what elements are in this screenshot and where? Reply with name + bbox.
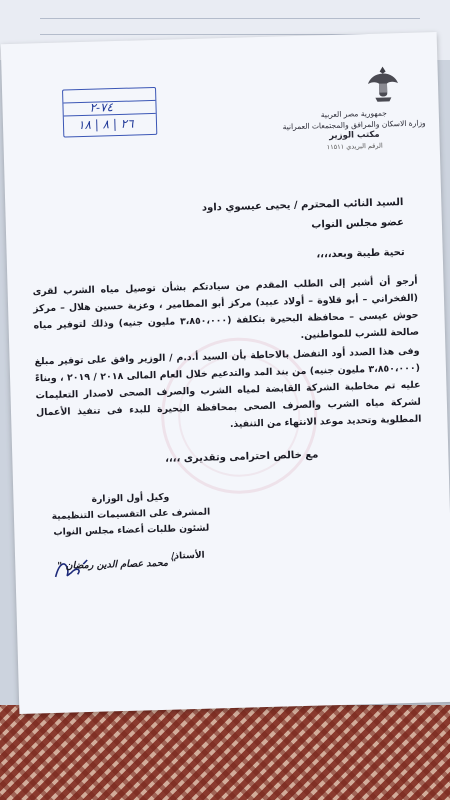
recipient-name: السيد النائب المحترم / يحيى عيسوي داود	[201, 197, 404, 214]
closing-line: مع خالص احترامى وتقديرى ،،،،	[164, 449, 319, 465]
recipient-title: عضو مجلس النواب	[311, 217, 405, 231]
letterhead	[279, 106, 430, 154]
signatory-title-1: وكيل أول الوزارة	[91, 491, 170, 505]
signatory-prefix: الأستاذ/	[170, 550, 205, 562]
signature-block	[35, 488, 226, 541]
letterhead-office: مكتب الوزير	[329, 129, 380, 142]
greeting: تحية طيبة وبعد،،،،	[316, 247, 405, 261]
signatory-title-2: المشرف على التقسيمات التنظيمية	[51, 506, 211, 522]
body-paragraph-2: وفى هذا الصدد أود التفضل بالاحاطة بأن السيد أ.د.م / الوزير وافق على توفير مبلغ (٣،٨٥٠،٠٠٠ مليون جنيه) من بند المد والتدعيم خلال العام المالى ٢٠١٨ / ٢٠١٩ ، وبناءً عليه تم مخاطبة الشركة القابضة لمياه الشرب والصرف الصحى لاصدار التعليمات لشركة مياه الشرب والصرف الصحى بمحافظة البحيرة للبدء فى تنفيذ الأعمال المطلوبة وتحديد موعد الانتهاء من التنفيذ.	[34, 345, 422, 430]
registration-stamp	[62, 87, 157, 138]
tablecloth-background	[0, 705, 450, 800]
signatory-title-3: لشئون طلبات أعضاء مجلس النواب	[53, 522, 210, 538]
signatory-name: " محمد عصام الدين رمضان "	[57, 557, 177, 572]
recipient-block	[202, 193, 404, 239]
stamp-reference: ٧٤-٢	[89, 100, 114, 115]
body-paragraph-1: أرجو أن أشير إلى الطلب المقدم من سيادتكم بشأن توصيل مياه الشرب لقرى (الفخراني – أبو قلاوة – أولاد عبيد) مركز أبو المطامير ، وعزبة حسين هلال – مركز حوش عيسى – محافظة البحيرة بتكلفة (٣،٨٥٠،٠٠٠ مليون جنيه) وذلك لتوفير مياه صالحة للشرب للمواطنين.	[32, 275, 420, 341]
eagle-emblem-icon	[365, 63, 400, 104]
stamp-date: ٢٦ | ٨ | ١٨	[77, 116, 134, 133]
letter-page	[1, 32, 450, 714]
letterhead-postal-code: الرقم البريدي ١١٥١١	[326, 141, 383, 152]
letterhead-country: جمهورية مصر العربية	[320, 108, 387, 120]
letterhead-ministry: وزارة الاسكان والمرافق والمجتمعات العمرانية	[282, 118, 426, 132]
